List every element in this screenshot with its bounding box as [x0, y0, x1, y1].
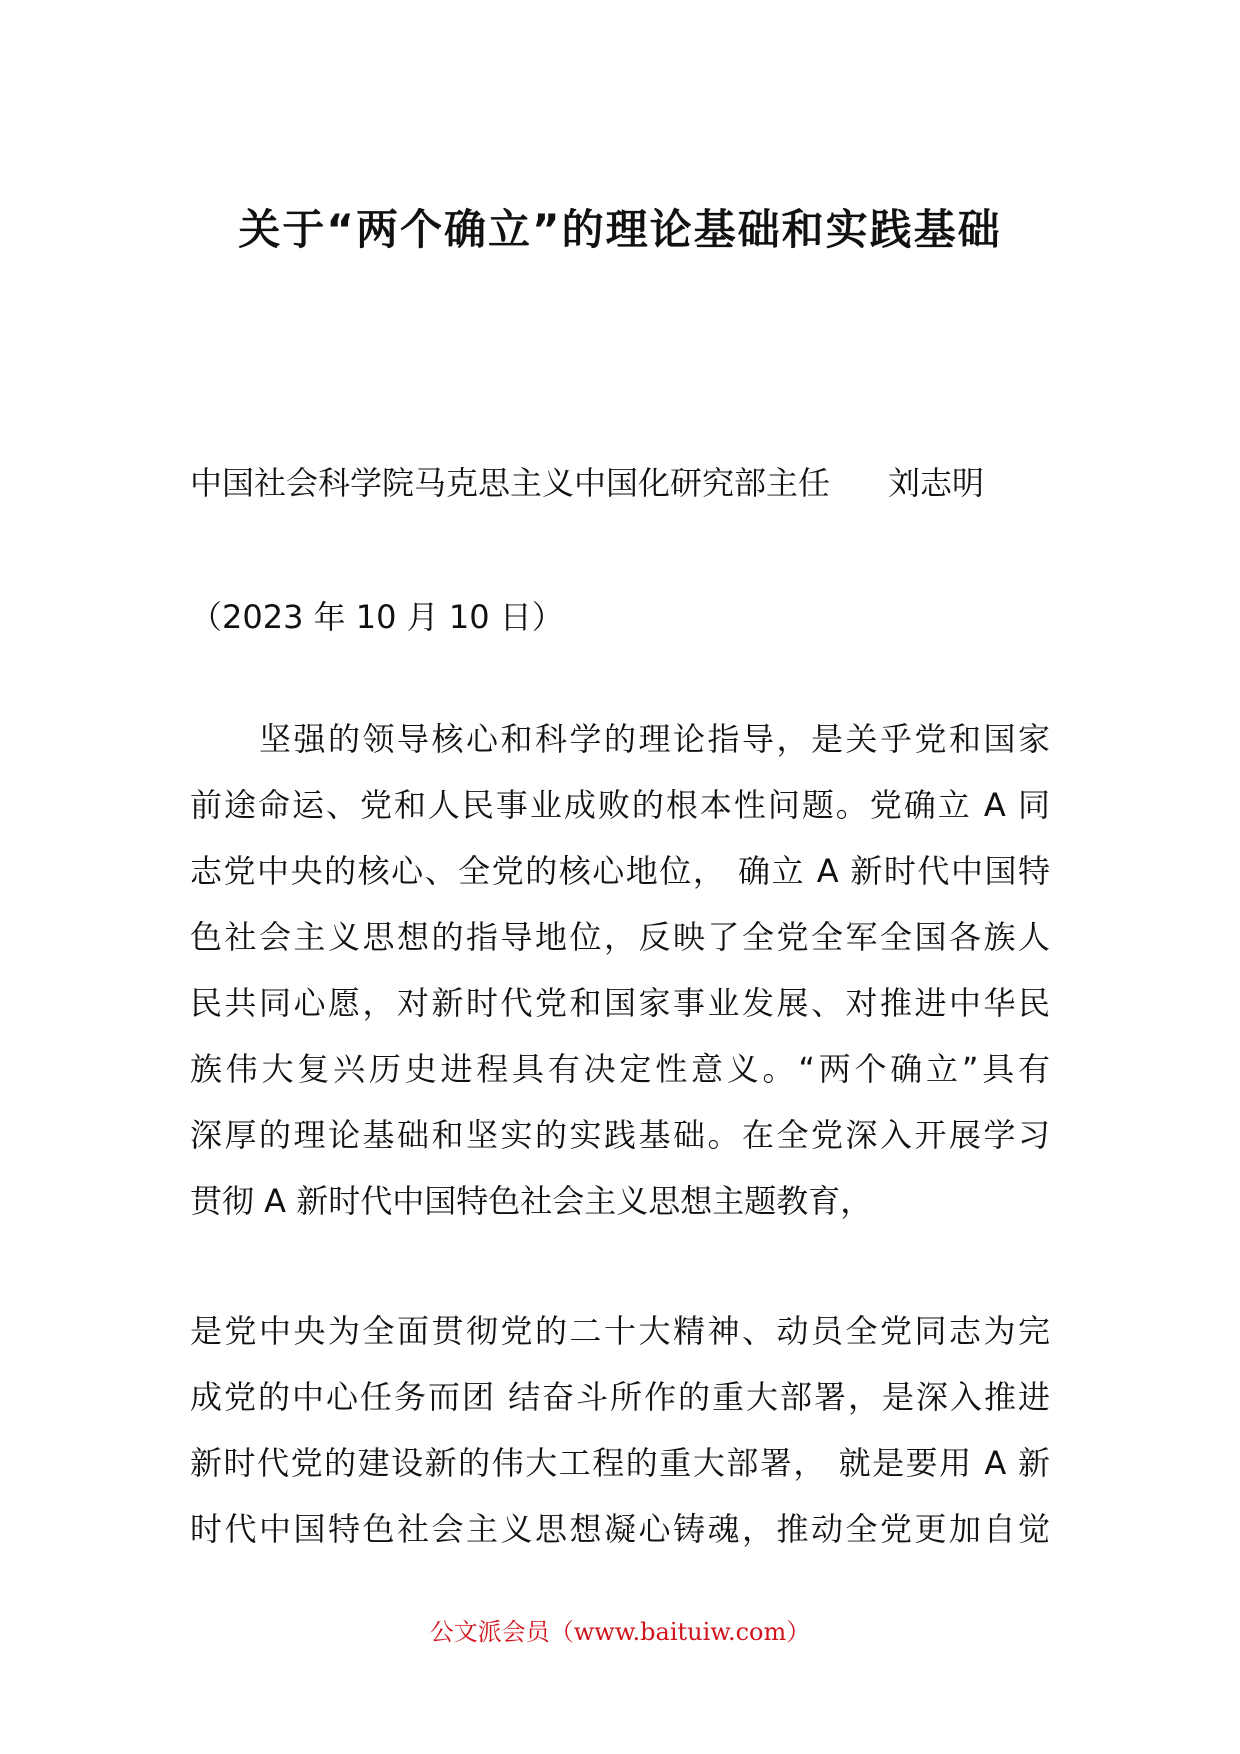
paragraph-2	[190, 1298, 1050, 1562]
document-title: 关于“两个确立”的理论基础和实践基础	[238, 205, 1002, 254]
paragraph-1	[190, 706, 1050, 1234]
paragraph-line: 时代中国特色社会主义思想凝心铸魂，推动全党更加自觉	[190, 1510, 1050, 1548]
paragraph-line: 民共同心愿，对新时代党和国家事业发展、对推进中华民	[190, 984, 1050, 1022]
document-date: （2023 年 10 月 10 日）	[190, 598, 564, 636]
paragraph-line: 族伟大复兴历史进程具有决定性意义。“两个确立”具有	[190, 1050, 1050, 1088]
paragraph-line: 是党中央为全面贯彻党的二十大精神、动员全党同志为完	[190, 1312, 1050, 1350]
paragraph-line: 贯彻 A 新时代中国特色社会主义思想主题教育，	[190, 1182, 873, 1220]
paragraph-line: 新时代党的建设新的伟大工程的重大部署， 就是要用 A 新	[190, 1444, 1050, 1482]
paragraph-line: 成党的中心任务而团 结奋斗所作的重大部署，是深入推进	[190, 1378, 1050, 1416]
paragraph-line: 前途命运、党和人民事业成败的根本性问题。党确立 A 同	[190, 786, 1050, 824]
paragraph-line: 色社会主义思想的指导地位，反映了全党全军全国各族人	[190, 918, 1050, 956]
paragraph-line: 志党中央的核心、全党的核心地位， 确立 A 新时代中国特	[190, 852, 1050, 890]
author-name: 刘志明	[888, 464, 985, 502]
byline	[190, 458, 984, 508]
footer-watermark-link[interactable]: 公文派会员（www.baituiw.com）	[429, 1618, 811, 1646]
paragraph-line: 坚强的领导核心和科学的理论指导，是关乎党和国家	[190, 720, 1050, 758]
paragraph-line: 深厚的理论基础和坚实的实践基础。在全党深入开展学习	[190, 1116, 1050, 1154]
author-affiliation: 中国社会科学院马克思主义中国化研究部主任	[190, 464, 831, 502]
